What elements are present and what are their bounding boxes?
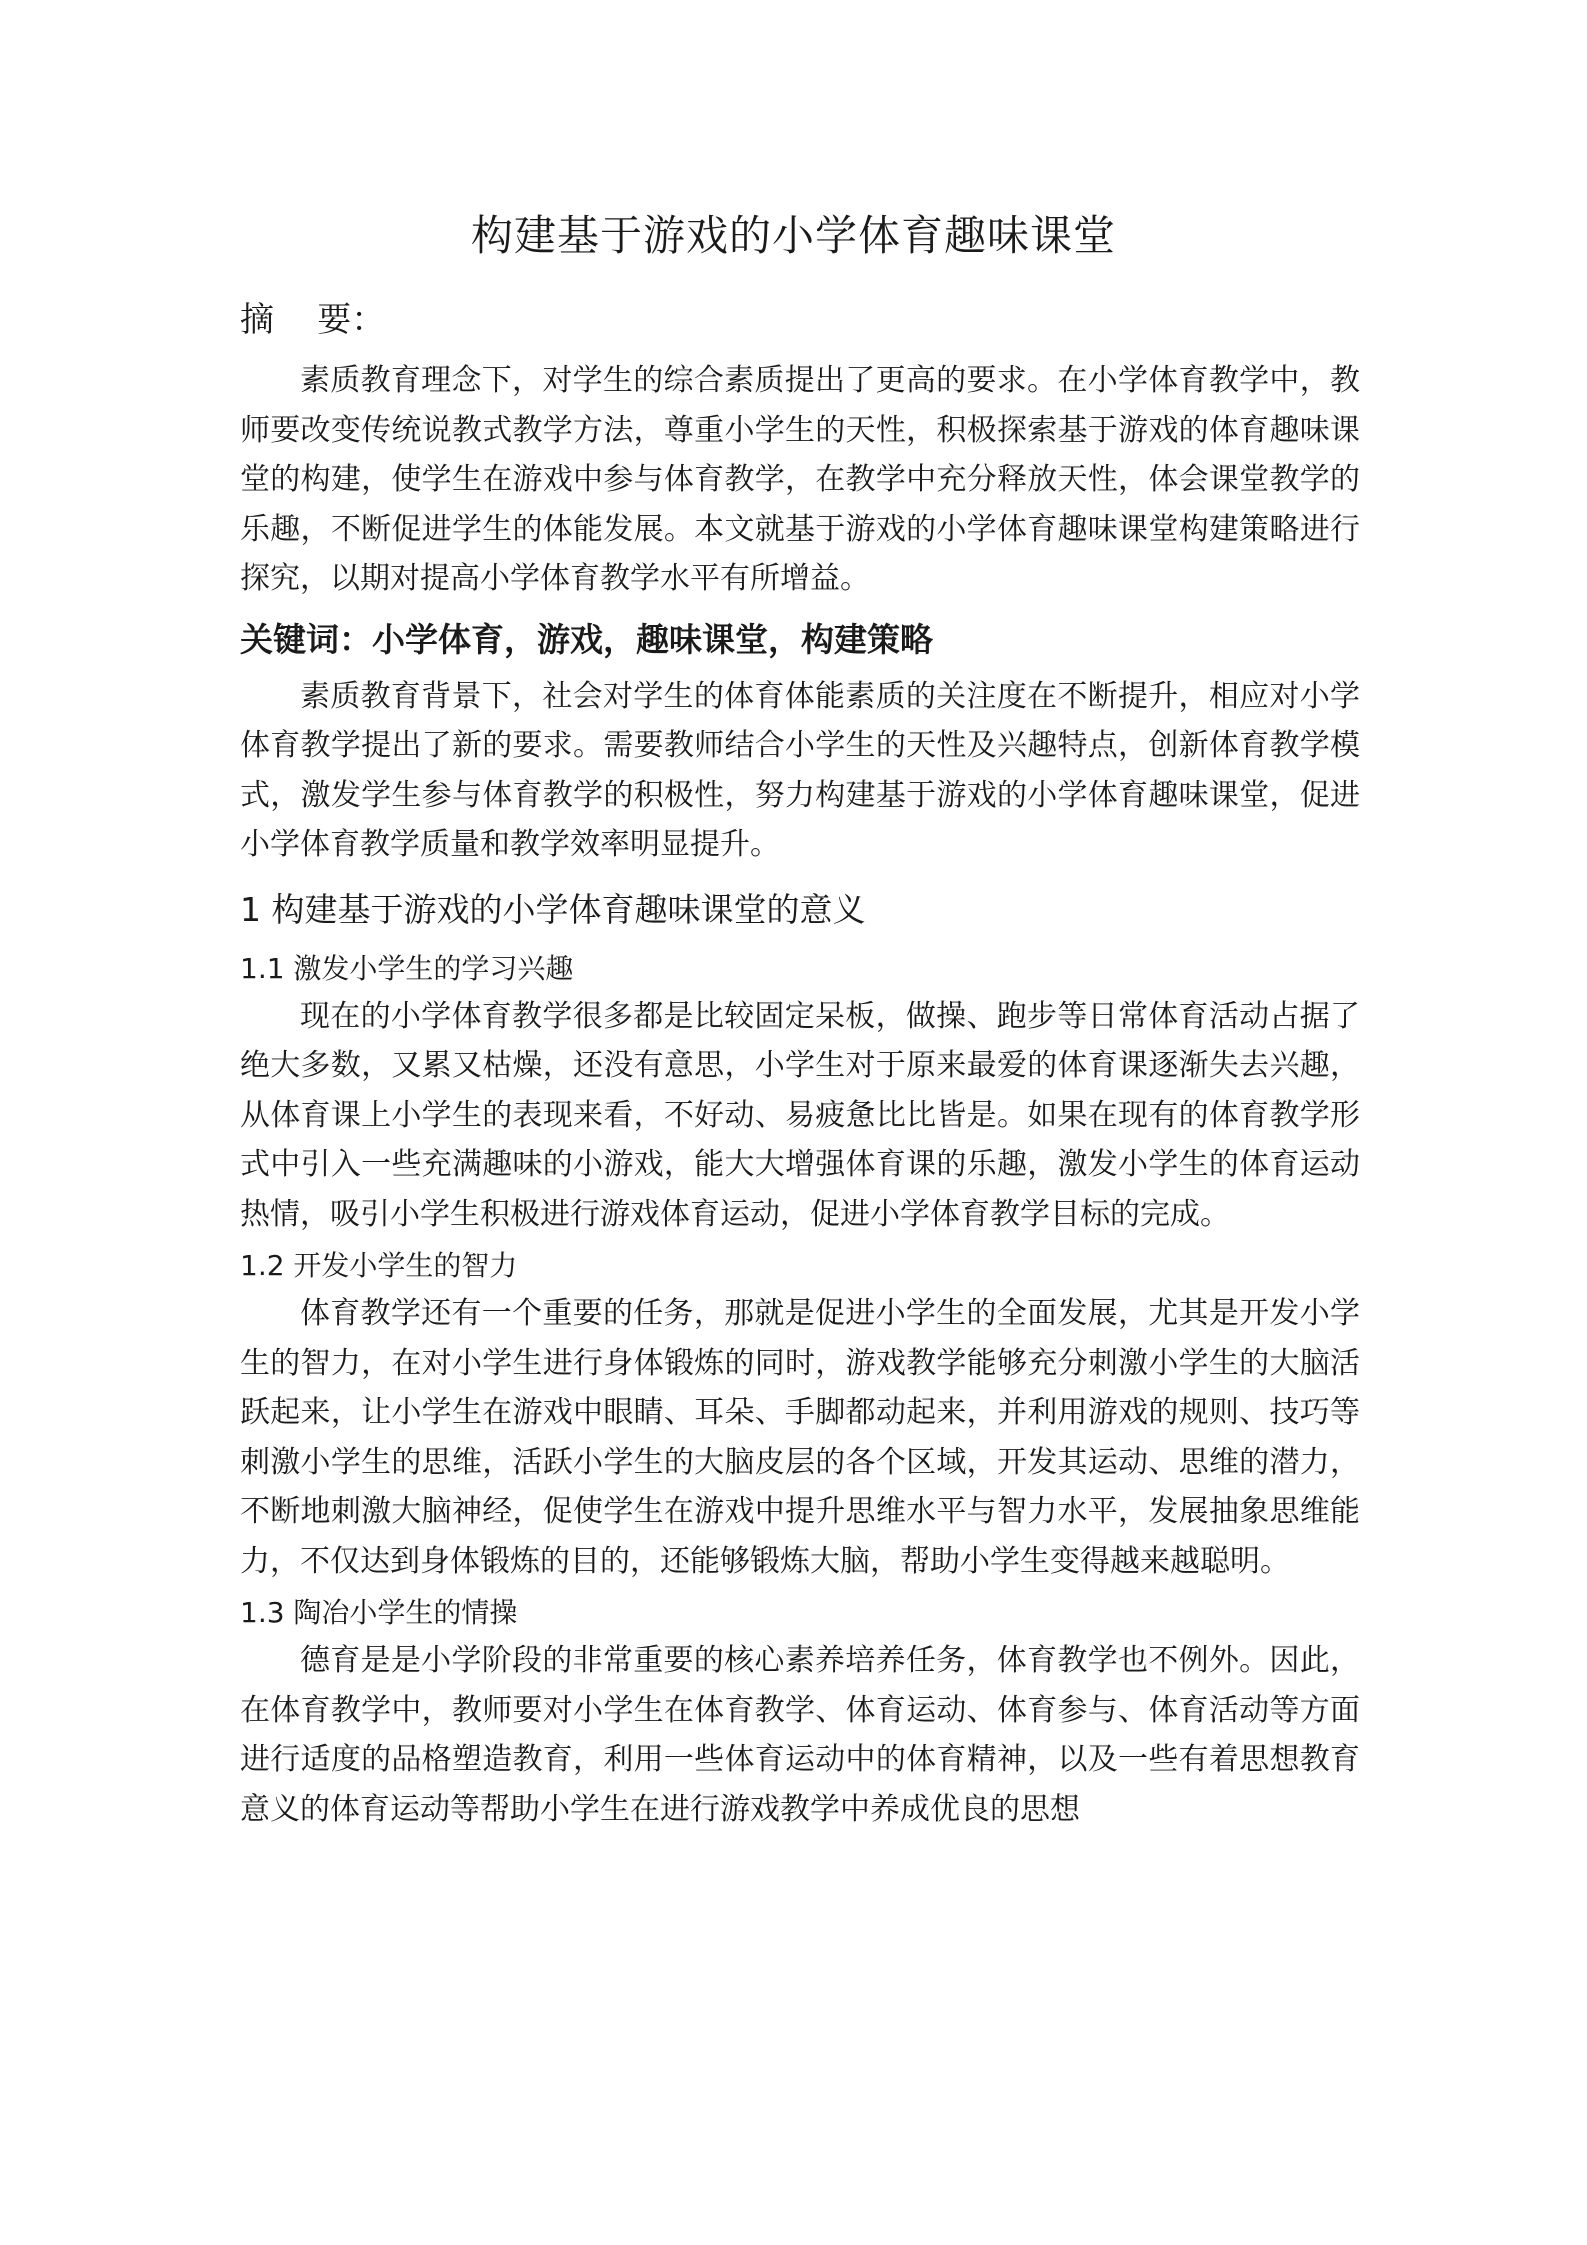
document-body xyxy=(240,290,1360,1834)
subsection-1-2-heading: 1.2 开发小学生的智力 xyxy=(240,1249,518,1282)
subsection-1-1-heading: 1.1 激发小学生的学习兴趣 xyxy=(240,951,574,985)
abstract-paragraph: 素质教育理念下，对学生的综合素质提出了更高的要求。在小学体育教学中，教师要改变传统说教式教学方法，尊重小学生的天性，积极探索基于游戏的体育趣味课堂的构建，使学生在游戏中参与体育教学，在教学中充分释放天性，体会课堂教学的乐趣，不断促进学生的体能发展。本文就基于游戏的小学体育趣味课堂构建策略进行探究，以期对提高小学体育教学水平有所增益。 xyxy=(240,363,1360,596)
section-1-heading: 1 构建基于游戏的小学体育趣味课堂的意义 xyxy=(240,889,866,929)
subsection-1-2-paragraph: 体育教学还有一个重要的任务，那就是促进小学生的全面发展，尤其是开发小学生的智力，在对小学生进行身体锻炼的同时，游戏教学能够充分刺激小学生的大脑活跃起来，让小学生在游戏中眼睛、耳朵、手脚都动起来，并利用游戏的规则、技巧等刺激小学生的思维，活跃小学生的大脑皮层的各个区域，开发其运动、思维的潜力，不断地刺激大脑神经，促使学生在游戏中提升思维水平与智力水平，发展抽象思维能力，不仅达到身体锻炼的目的，还能够锻炼大脑，帮助小学生变得越来越聪明。 xyxy=(240,1296,1360,1579)
document-title: 构建基于游戏的小学体育趣味课堂 xyxy=(470,211,1116,260)
intro-paragraph: 素质教育背景下，社会对学生的体育体能素质的关注度在不断提升，相应对小学体育教学提出了新的要求。需要教师结合小学生的天性及兴趣特点，创新体育教学模式，激发学生参与体育教学的积极性，努力构建基于游戏的小学体育趣味课堂，促进小学体育教学质量和教学效率明显提升。 xyxy=(240,678,1360,862)
subsection-1-3-paragraph: 德育是是小学阶段的非常重要的核心素养培养任务，体育教学也不例外。因此，在体育教学中，教师要对小学生在体育教学、体育运动、体育参与、体育活动等方面进行适度的品格塑造教育，利用一些体育运动中的体育精神，以及一些有着思想教育意义的体育运动等帮助小学生在进行游戏教学中养成优良的思想 xyxy=(240,1643,1360,1827)
keywords-line: 关键词：小学体育，游戏，趣味课堂，构建策略 xyxy=(240,619,933,659)
abstract-heading: 摘 要： xyxy=(240,300,386,340)
subsection-1-1-paragraph: 现在的小学体育教学很多都是比较固定呆板，做操、跑步等日常体育活动占据了绝大多数，又累又枯燥，还没有意思，小学生对于原来最爱的体育课逐渐失去兴趣，从体育课上小学生的表现来看，不好动、易疲惫比比皆是。如果在现有的体育教学形式中引入一些充满趣味的小游戏，能大大增强体育课的乐趣，激发小学生的体育运动热情，吸引小学生积极进行游戏体育运动，促进小学体育教学目标的完成。 xyxy=(240,998,1360,1232)
subsection-1-3-heading: 1.3 陶冶小学生的情操 xyxy=(240,1596,518,1629)
